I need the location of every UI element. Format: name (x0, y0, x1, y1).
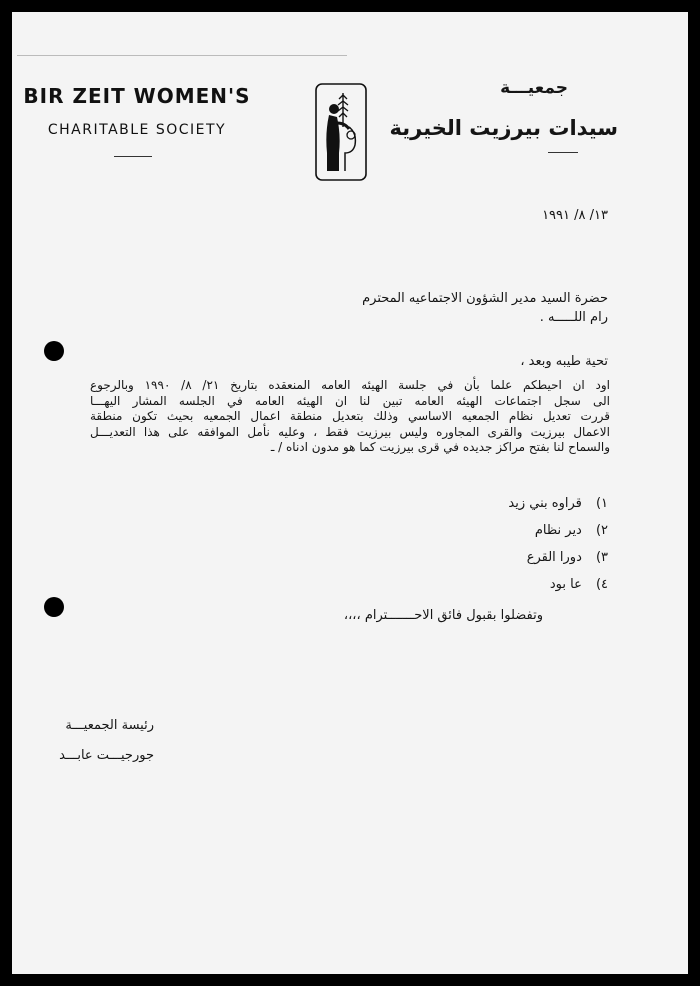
letter-page (12, 12, 688, 974)
recipient-line-2: رام اللـــــه . (539, 310, 608, 325)
recipient-line-1: حضرة السيد مدير الشؤون الاجتماعيه المحترم (362, 291, 608, 306)
english-society-name: BIR ZEIT WOMEN'S (23, 84, 251, 108)
list-number: ٣) (595, 550, 608, 565)
greeting: تحية طيبه وبعد ، (520, 354, 608, 369)
body-line: الى سجل اجتماعات الهيئه العامه تبين لنا ان الهيئه العامه في الجلسه المشار اليهـــا (90, 393, 610, 408)
letter-body (90, 378, 610, 456)
english-society-subtitle: CHARITABLE SOCIETY (47, 122, 227, 138)
body-line: الاعمال بيرزيت والقرى المجاوره وليس بيرزيت فقط ، وعليه نأمل الموافقه على هذا التعديـــل (90, 424, 610, 439)
list-item (508, 571, 608, 598)
body-line: والسماح لنا بفتح مراكز جديده في قرى بيرزيت كما هو مدون ادناه / ـ (270, 440, 610, 454)
punch-hole (44, 597, 64, 617)
list-item (508, 544, 608, 571)
arabic-society-label: جمعيـــة (500, 78, 568, 98)
signature-title: رئيسة الجمعيـــة (65, 718, 154, 733)
list-text: قراوه بني زيد (508, 496, 582, 511)
woman-with-wheat-logo-icon (315, 83, 367, 181)
list-number: ١) (595, 496, 608, 511)
list-text: دير نظام (534, 523, 582, 538)
punch-hole (44, 341, 64, 361)
list-text: عا بود (549, 577, 582, 592)
signature-name: جورجيـــت عابـــد (59, 748, 154, 763)
list-number: ٤) (595, 577, 608, 592)
body-line: اود ان احيطكم علما بأن في جلسة الهيئه العامه المنعقده بتاريخ ٢١/ ٨/ ١٩٩٠ وبالرجوع (90, 378, 610, 392)
arabic-heading-rule (548, 152, 578, 153)
body-line: قررت تعديل نظام الجمعيه الاساسي وذلك بتعديل منطقة اعمال الجمعيه بحيث تكون منطقة (90, 409, 610, 423)
closing-line: وتفضلوا بقبول فائق الاحـــــــترام ،،،، (343, 608, 543, 623)
list-text: دورا القرع (526, 550, 582, 565)
top-divider (17, 55, 347, 56)
list-item (508, 517, 608, 544)
village-list (508, 490, 608, 598)
english-heading-rule (114, 156, 152, 157)
list-number: ٢) (595, 523, 608, 538)
list-item (508, 490, 608, 517)
arabic-society-name: سيدات بيرزيت الخيرية (389, 116, 618, 140)
letter-date: ١٣/ ٨/ ١٩٩١ (542, 208, 608, 223)
